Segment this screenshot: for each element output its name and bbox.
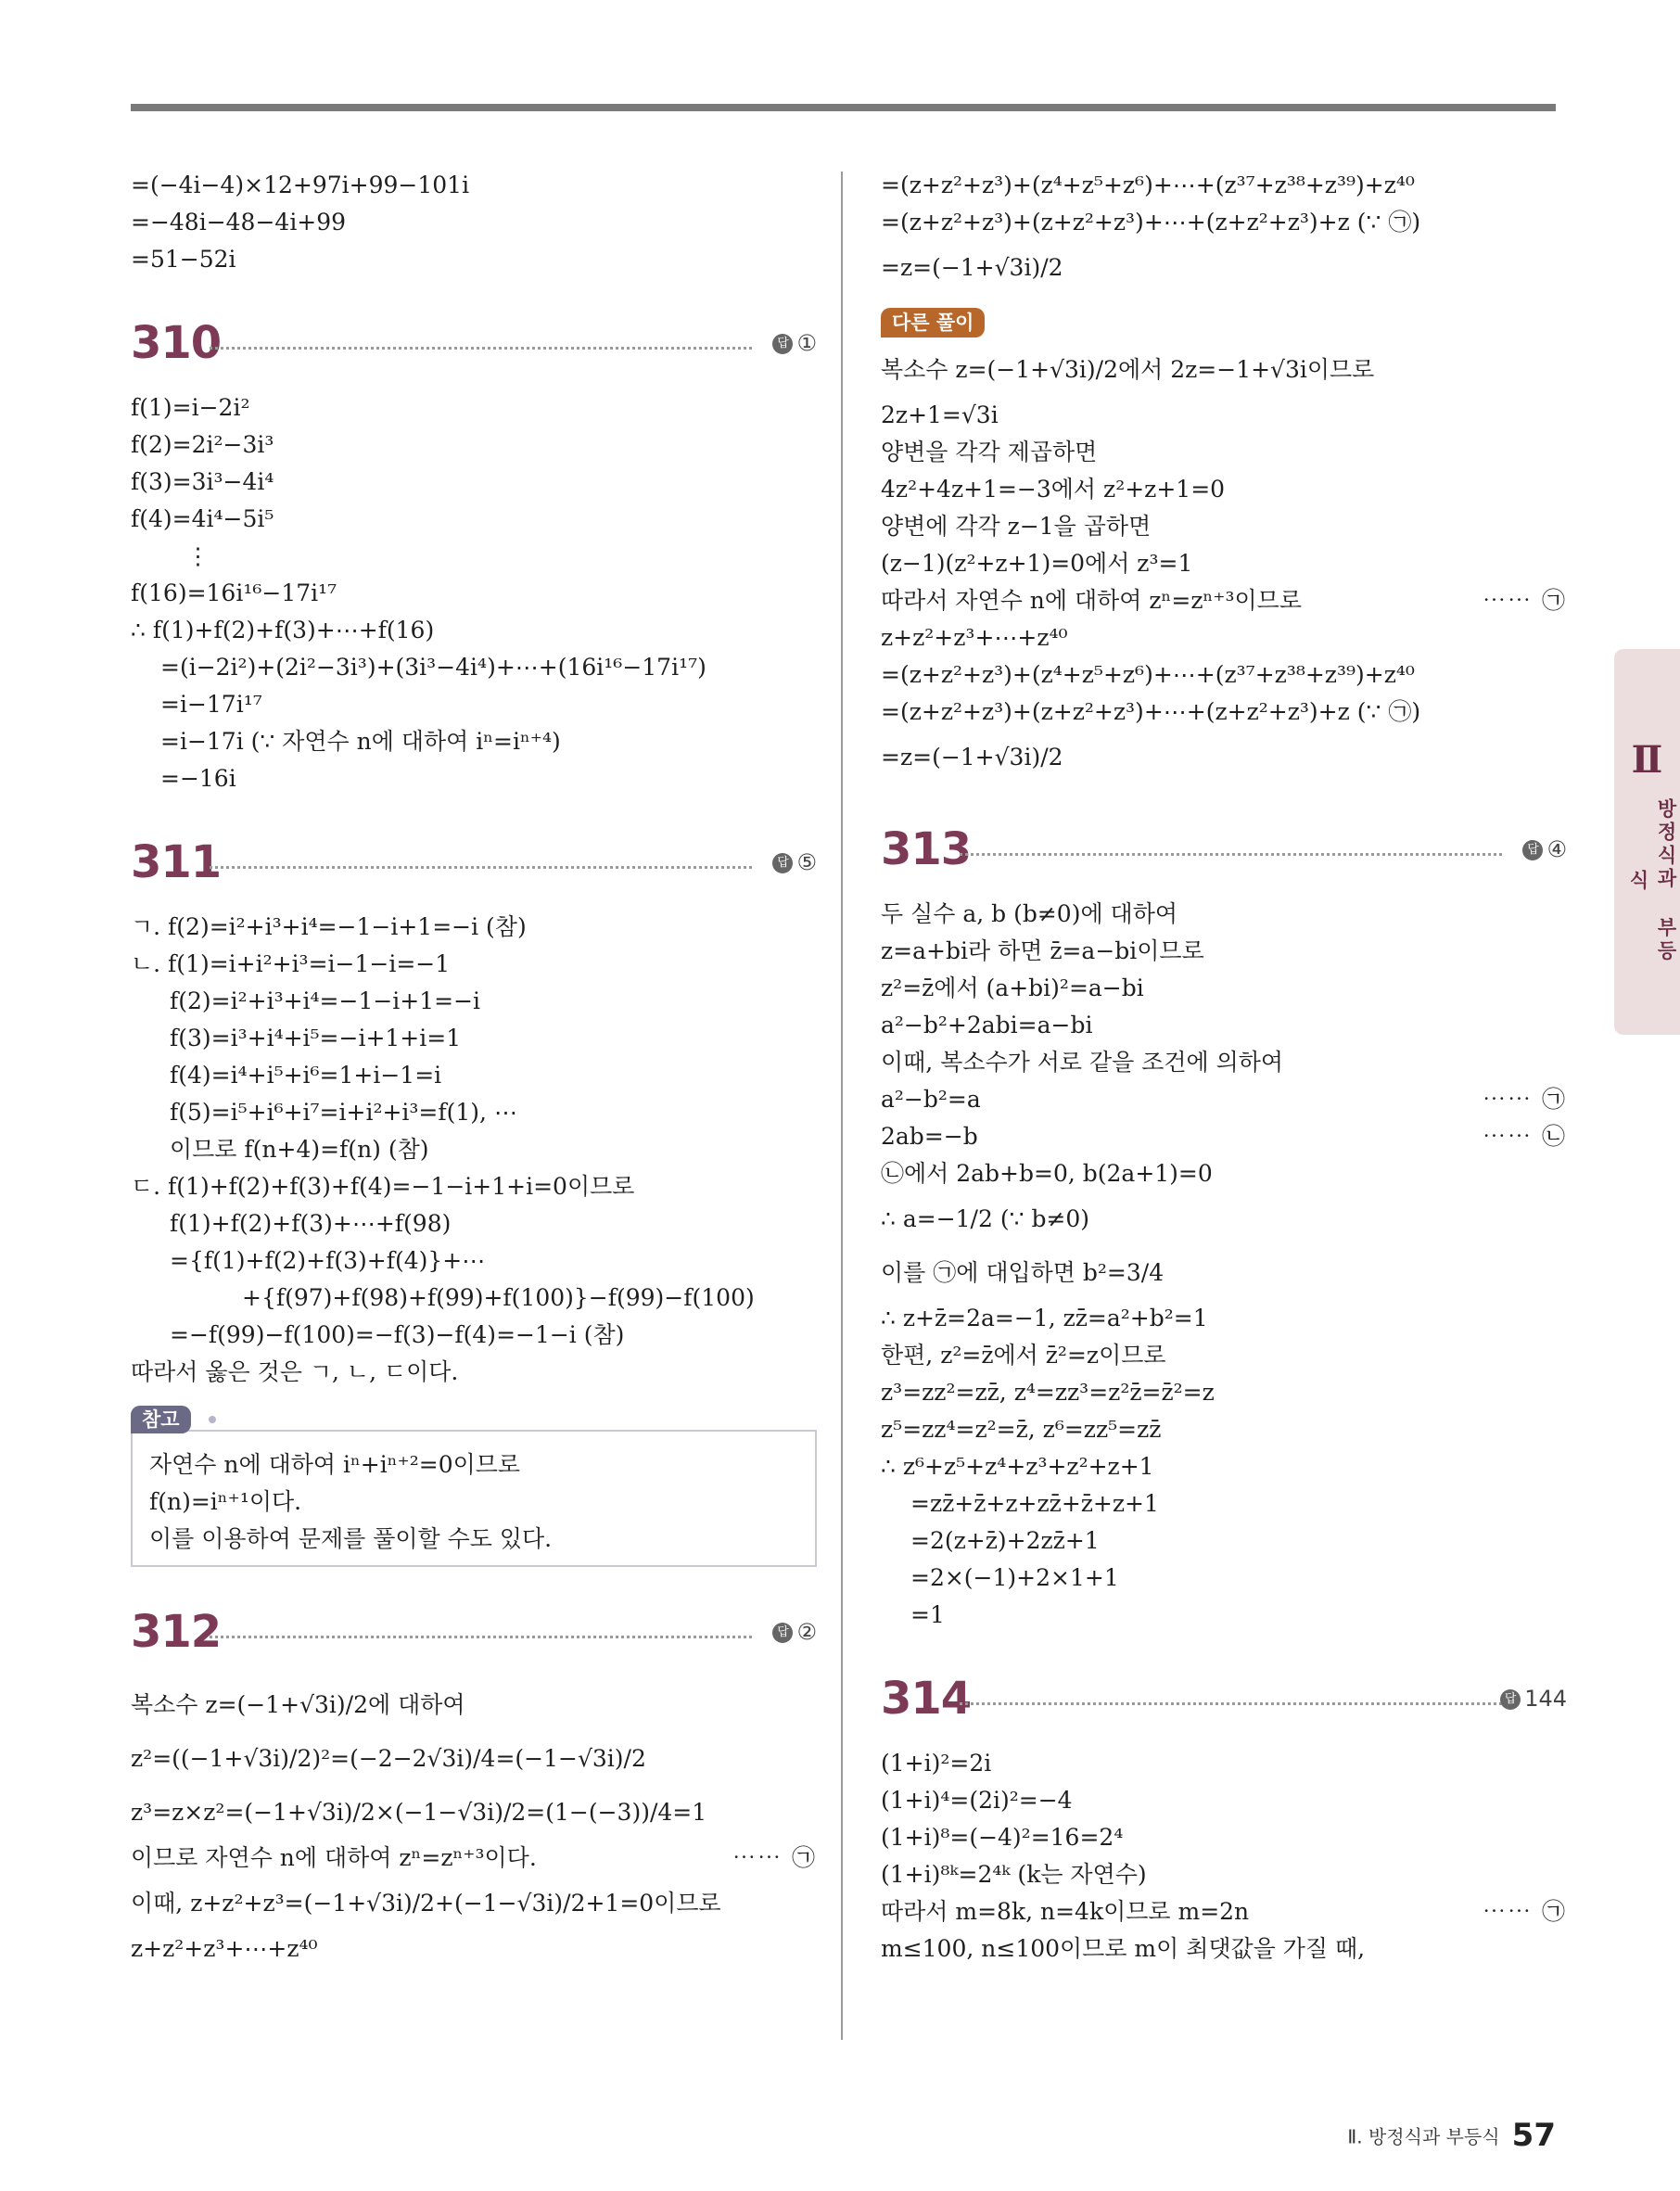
leader-dots [960,853,1502,856]
solution-line: =z=(−1+√3i)/2 [881,744,1063,771]
note-box [131,1430,817,1567]
solution-line: f(5)=i⁵+i⁶+i⁷=i+i²+i³=f(1), ⋯ [170,1099,517,1126]
answer-label [772,1617,817,1647]
answer-value: ④ [1546,836,1567,862]
solution-line: =−f(99)−f(100)=−f(3)−f(4)=−1−i (참) [170,1321,625,1348]
solution-line: =(i−2i²)+(2i²−3i³)+(3i³−4i⁴)+⋯+(16i¹⁶−17i¹⁷) [160,654,706,681]
answer-icon: 답 [772,1623,793,1643]
problem-number: 312 [131,1606,222,1658]
leader-dots [960,1702,1502,1705]
answer-icon: 답 [1500,1689,1521,1710]
continuation-line: =−48i−48−4i+99 [131,209,347,236]
top-rule [131,104,1556,111]
solution-line: z²=z̄에서 (a+bi)²=a−bi [881,974,1144,1001]
answer-value: ⑤ [796,849,817,875]
solution-line: (z−1)(z²+z+1)=0에서 z³=1 [881,550,1193,577]
solution-line: (1+i)²=2i [881,1750,992,1777]
solution-line: f(2)=2i²−3i³ [131,431,274,458]
solution-text: 2ab=−b [881,1123,978,1150]
note-badge: 참고 [131,1406,191,1433]
solution-line: =2(z+z̄)+2zz̄+1 [910,1527,1100,1554]
solution-line: =zz̄+z̄+z+zz̄+z̄+z+1 [910,1490,1159,1517]
solution-line: ={f(1)+f(2)+f(3)+f(4)}+⋯ [170,1247,486,1274]
solution-line: (1+i)⁴=(2i)²=−4 [881,1787,1073,1814]
continuation-line: =z=(−1+√3i)/2 [881,254,1063,281]
answer-icon: 답 [772,853,793,873]
solution-line: =2×(−1)+2×1+1 [910,1564,1119,1591]
solution-line: 복소수 z=(−1+√3i)/2에 대하여 [131,1691,465,1718]
equation-marker: ⋯⋯ ㉠ [1483,587,1567,614]
solution-line: z²=((−1+√3i)/2)²=(−2−2√3i)/4=(−1−√3i)/2 [131,1745,646,1772]
solution-line: a²−b²+2abi=a−bi [881,1012,1093,1038]
solution-line: 따라서 옳은 것은 ㄱ, ㄴ, ㄷ이다. [131,1358,459,1385]
solution-line: f(4)=4i⁴−5i⁵ [131,505,274,532]
solution-line: f(4)=i⁴+i⁵+i⁶=1+i−1=i [170,1062,442,1089]
problem-header-314 [881,1671,1567,1726]
solution-line: z³=zz²=zz̄, z⁴=zz³=z²z̄=z̄²=z [881,1379,1215,1406]
problem-number: 313 [881,823,972,875]
answer-label [1522,834,1567,864]
leader-dots [210,347,752,350]
leader-dots [210,1636,752,1638]
solution-line: 양변을 각각 제곱하면 [881,439,1098,465]
solution-line: 한편, z²=z̄에서 z̄²=z이므로 [881,1342,1166,1369]
problem-number: 310 [131,317,222,369]
solution-line: 양변에 각각 z−1을 곱하면 [881,513,1152,540]
answer-label [772,328,817,358]
answer-value: ② [796,1619,817,1645]
solution-text: 이므로 자연수 n에 대하여 zⁿ=zⁿ⁺³이다. [131,1844,537,1871]
problem-number: 311 [131,836,222,888]
footer-chapter: Ⅱ. 방정식과 부등식 [1347,2125,1500,2148]
solution-line: =i−17i¹⁷ [160,691,262,718]
page-footer [1347,2117,1556,2154]
solution-line: 두 실수 a, b (b≠0)에 대하여 [881,900,1178,927]
solution-line: 복소수 z=(−1+√3i)/2에서 2z=−1+√3i이므로 [881,356,1375,383]
leader-dots [210,866,752,869]
solution-line: ∴ z+z̄=2a=−1, zz̄=a²+b²=1 [881,1305,1208,1331]
solution-line: f(3)=i³+i⁴+i⁵=−i+1+i=1 [170,1025,462,1051]
solution-line [881,1893,1567,1930]
column-divider [841,172,843,2040]
solution-line: ∴ z⁶+z⁵+z⁴+z³+z²+z+1 [881,1453,1154,1480]
solution-line: 이때, 복소수가 서로 같을 조건에 의하여 [881,1049,1284,1076]
solution-text: a²−b²=a [881,1086,981,1113]
solution-line: ㄱ. f(2)=i²+i³+i⁴=−1−i+1=−i (참) [131,913,527,940]
solution-text: 따라서 m=8k, n=4k이므로 m=2n [881,1898,1250,1925]
answer-value: 144 [1524,1686,1567,1712]
solution-line: f(2)=i²+i³+i⁴=−1−i+1=−i [170,987,481,1014]
solution-line [881,1081,1567,1118]
solution-line: =i−17i (∵ 자연수 n에 대하여 iⁿ=iⁿ⁺⁴) [160,728,561,755]
solution-line: 2z+1=√3i [881,401,999,428]
solution-line: ⋮ [186,542,210,569]
solution-line: 이를 ㉠에 대입하면 b²=3/4 [881,1259,1165,1286]
solution-line: z=a+bi라 하면 z̄=a−bi이므로 [881,937,1204,964]
solution-line: f(1)=i−2i² [131,394,250,421]
answer-icon: 답 [1522,840,1543,860]
problem-header-313 [881,822,1567,877]
note-line: 이를 이용하여 문제를 풀이할 수도 있다. [149,1525,553,1552]
answer-label [1500,1684,1567,1713]
solution-line: +{f(97)+f(98)+f(99)+f(100)}−f(99)−f(100) [242,1284,755,1311]
solution-line: z+z²+z³+⋯+z⁴⁰ [131,1935,318,1962]
right-column [881,167,1567,1968]
note-line: f(n)=iⁿ⁺¹이다. [149,1488,302,1515]
page-number: 57 [1511,2117,1556,2154]
solution-line: ㉡에서 2ab+b=0, b(2a+1)=0 [881,1160,1213,1187]
problem-header-311 [131,834,817,890]
solution-line [131,1840,817,1877]
answer-label [772,847,817,877]
solution-line: =1 [910,1601,945,1628]
solution-line: =(z+z²+z³)+(z⁴+z⁵+z⁶)+⋯+(z³⁷+z³⁸+z³⁹)+z⁴⁰ [881,661,1415,688]
continuation-line: =(−4i−4)×12+97i+99−101i [131,172,470,198]
solution-line: f(16)=16i¹⁶−17i¹⁷ [131,580,337,606]
note-dot [209,1416,216,1423]
problem-header-312 [131,1604,817,1660]
answer-icon: 답 [772,334,793,354]
solution-line: 이므로 f(n+4)=f(n) (참) [170,1136,429,1163]
continuation-line: =(z+z²+z³)+(z⁴+z⁵+z⁶)+⋯+(z³⁷+z³⁸+z³⁹)+z⁴⁰ [881,172,1415,198]
answer-value: ① [796,330,817,356]
equation-marker: ⋯⋯ ㉠ [1483,1086,1567,1113]
solution-line: z+z²+z³+⋯+z⁴⁰ [881,624,1068,651]
problem-header-310 [131,315,817,371]
solution-line: =(z+z²+z³)+(z+z²+z³)+⋯+(z+z²+z³)+z (∵ ㉠) [881,698,1421,725]
solution-line: z³=z×z²=(−1+√3i)/2×(−1−√3i)/2=(1−(−3))/4=1 [131,1799,707,1826]
chapter-side-label: 방정식과 부등식 [1627,798,1677,963]
solution-line: (1+i)⁸=(−4)²=16=2⁴ [881,1824,1124,1851]
solution-line: ∴ f(1)+f(2)+f(3)+⋯+f(16) [131,617,435,643]
chapter-side-tab [1614,649,1680,1035]
problem-number: 314 [881,1673,972,1725]
solution-line: 4z²+4z+1=−3에서 z²+z+1=0 [881,476,1226,503]
equation-marker: ⋯⋯ ㉠ [732,1844,817,1871]
alt-solution-badge: 다른 풀이 [881,308,985,338]
continuation-line: =51−52i [131,246,236,273]
solution-line: z⁵=zz⁴=z²=z̄, z⁶=zz⁵=zz̄ [881,1416,1162,1443]
solution-line: ∴ a=−1/2 (∵ b≠0) [881,1205,1090,1232]
reference-note [131,1406,817,1567]
solution-line: f(1)+f(2)+f(3)+⋯+f(98) [170,1210,452,1237]
left-column [131,167,817,1968]
equation-marker: ⋯⋯ ㉠ [1483,1898,1567,1925]
solution-line [881,582,1567,619]
solution-line [881,1118,1567,1155]
continuation-line: =(z+z²+z³)+(z+z²+z³)+⋯+(z+z²+z³)+z (∵ ㉠) [881,209,1421,236]
solution-line: (1+i)⁸ᵏ=2⁴ᵏ (k는 자연수) [881,1861,1147,1888]
solution-text: 따라서 자연수 n에 대하여 zⁿ=zⁿ⁺³이므로 [881,587,1302,614]
solution-line: 이때, z+z²+z³=(−1+√3i)/2+(−1−√3i)/2+1=0이므로 [131,1890,721,1917]
solution-line: m≤100, n≤100이므로 m이 최댓값을 가질 때, [881,1935,1366,1962]
solution-line: ㄷ. f(1)+f(2)+f(3)+f(4)=−1−i+1+i=0이므로 [131,1173,635,1200]
note-line: 자연수 n에 대하여 iⁿ+iⁿ⁺²=0이므로 [149,1451,521,1478]
solution-line: =−16i [160,765,236,792]
solution-line: f(3)=3i³−4i⁴ [131,468,274,495]
equation-marker: ⋯⋯ ㉡ [1483,1123,1567,1150]
solution-line: ㄴ. f(1)=i+i²+i³=i−1−i=−1 [131,950,451,977]
chapter-roman-numeral: Ⅱ [1631,738,1663,782]
